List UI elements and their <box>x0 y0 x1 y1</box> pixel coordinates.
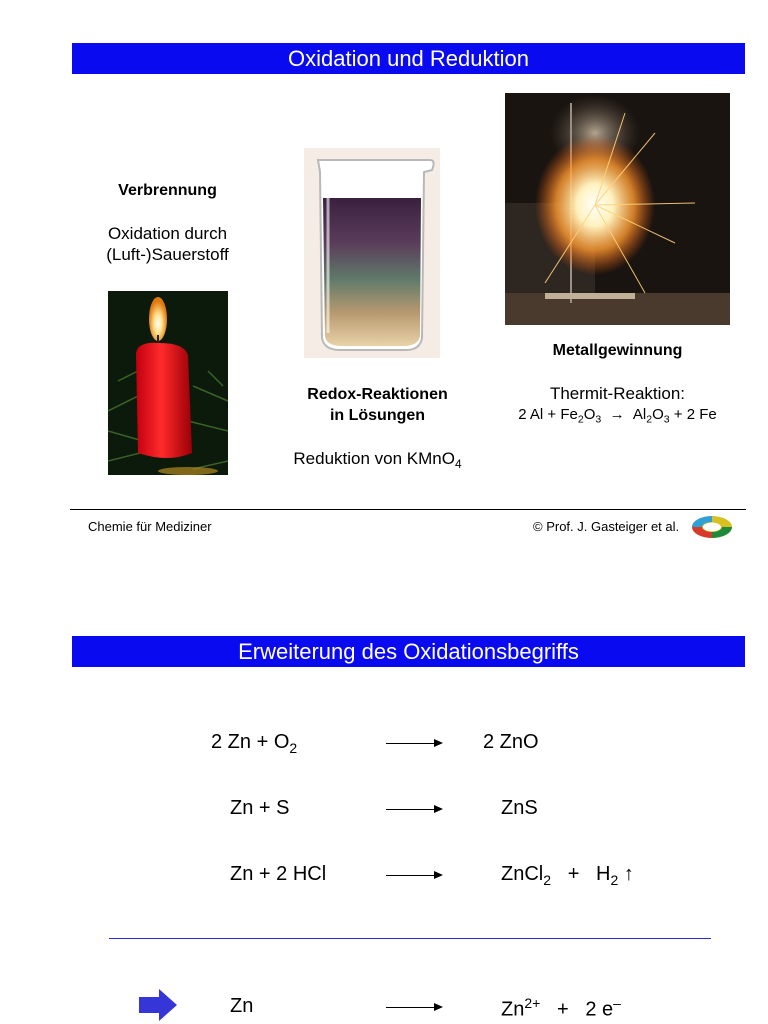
eq3-products: ZnCl$_2$ + $H_2$ ↑ <box>501 863 634 888</box>
metallgewinnung-heading: Metallgewinnung <box>552 342 683 359</box>
redox-heading-line2: in Lösungen <box>329 407 426 424</box>
eq1-reactants: 2 $Zn + O_2$ <box>211 731 298 756</box>
eq4-arrow <box>386 1007 441 1008</box>
slide1-title: Oxidation und Reduktion <box>72 43 745 74</box>
eq1-product: 2 ZnO <box>483 731 539 753</box>
thermit-label: Thermit-Reaktion: <box>549 384 686 403</box>
eq1-arrow <box>386 743 441 744</box>
torus-logo <box>690 512 734 542</box>
slide2-title: Erweiterung des Oxidationsbegriffs <box>72 636 745 667</box>
eq2-product: ZnS <box>501 797 538 819</box>
eq3-reactants: Zn + 2 HCl <box>230 863 327 885</box>
slide2-divider <box>109 938 711 939</box>
verbrennung-line2: (Luft-)Sauerstoff <box>106 245 229 264</box>
thermite-image <box>505 93 730 325</box>
thermit-equation: 2 $Al + Fe_2O_3 \to Al_2O_3 + 2$ Fe <box>518 406 717 426</box>
eq3-arrow <box>386 875 441 876</box>
verbrennung-heading: Verbrennung <box>118 182 217 199</box>
footer-right: © Prof. J. Gasteiger et al. <box>533 519 680 534</box>
footer-divider <box>70 509 746 510</box>
verbrennung-line1: Oxidation durch <box>107 224 228 243</box>
eq4-reactant: Zn <box>230 995 254 1017</box>
redox-heading-line1: Redox-Reaktionen <box>307 386 448 403</box>
candle-image <box>108 291 228 475</box>
eq4-products: $Zn^{2+} + 2$ e– <box>501 995 621 1021</box>
right-arrow-icon <box>139 988 179 1022</box>
footer-left: Chemie für Mediziner <box>88 519 212 534</box>
eq2-arrow <box>386 809 441 810</box>
eq2-reactants: Zn + S <box>230 797 290 819</box>
redox-sub: Reduktion von KMnO$_4$ <box>293 449 462 472</box>
beaker-image <box>304 148 440 358</box>
